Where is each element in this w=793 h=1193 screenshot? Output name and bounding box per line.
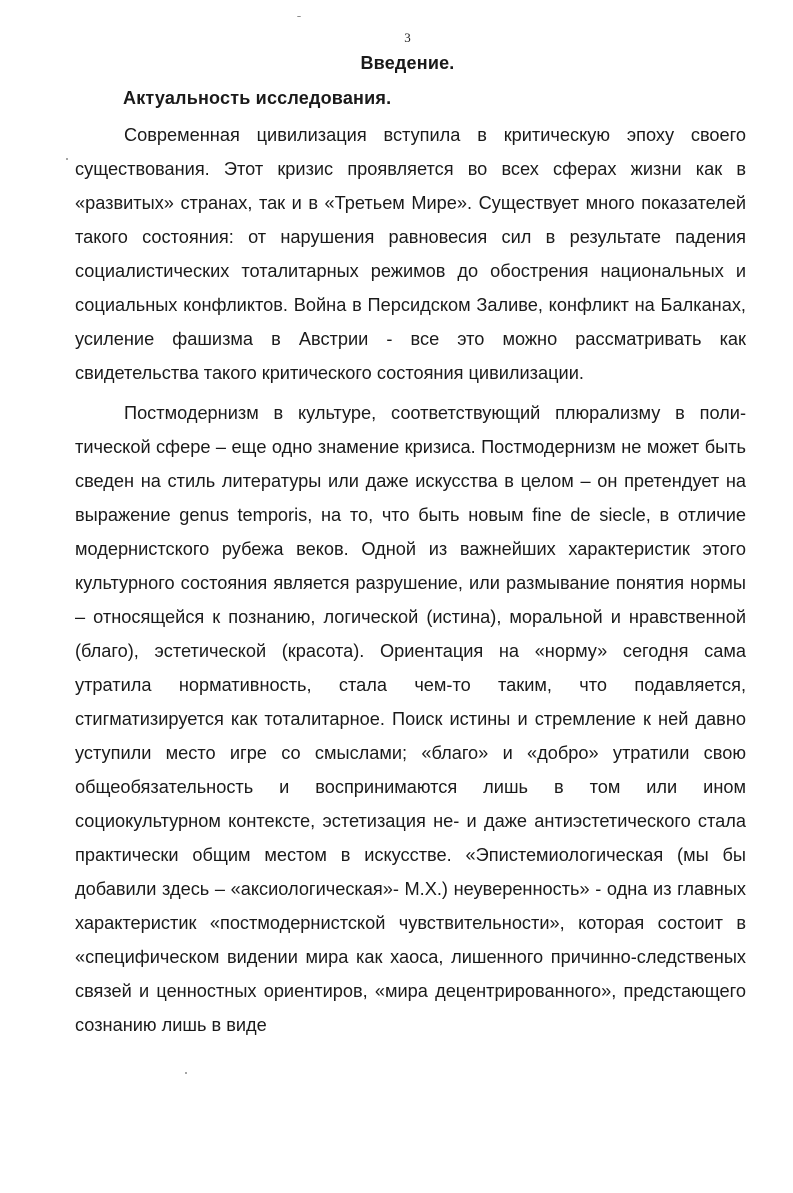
scan-speck	[297, 16, 301, 17]
paragraph-1: Современная цивилизация вступила в критическую эпоху своего существования. Этот кризис проявляется во всех сферах жизни как в «развитых» странах, так и в «Третьем Мире». Существует много показателей такого состояния: от нарушения равновесия сил в результате падения социалистических тоталитарных режимов до обострения национальных и социальных конфликтов. Война в Персидском Заливе, конфликт на Балканах, усиление фашизма в Австрии - все это можно рассматривать как свидетельства такого критического состояния цивилизации.	[75, 125, 746, 383]
scan-speck	[66, 158, 68, 160]
section-title: Введение.	[360, 53, 455, 73]
page-number: 3	[404, 30, 411, 45]
body-text	[75, 118, 746, 1042]
paragraph-2: Постмодернизм в культуре, соответствующий плюрализму в политической сфере – еще одно знамение кризиса. Постмодернизм не может быть сведен на стиль литературы или даже искусства в целом – он претендует на выражение genus temporis, на то, что быть новым fine de siecle, в отличие модернистского рубежа веков. Одной из важнейших характеристик этого культурного состояния является разрушение, или размывание понятия нормы – относящейся к познанию, логической (истина), моральной и нравственной (благо), эстетической (красота). Ориентация на «норму» сегодня сама утратила нормативность, стала чем-то таким, что подавляется, стигматизируется как тоталитарное. Поиск истины и стремление к ней давно уступили место игре со смыслами; «благо» и «добро» утратили свою общеобязательность и воспринимаются лишь в том или ином социокультурном контексте, эстетизация не- и даже антиэстетического стала практически общим местом в искусстве. «Эпистемиологическая (мы бы добавили здесь – «аксиологическая»- М.Х.) неуверенность» - одна из главных характеристик «постмодернистской чувствительности», которая состоит в «специфическом видении мира как хаоса, лишенного причинно-следственых связей и ценностных ориентиров, «мира децентрированного», предстающего сознанию лишь в виде	[75, 403, 746, 1035]
subheading: Актуальность исследования.	[123, 88, 392, 108]
scan-speck	[185, 1072, 187, 1074]
